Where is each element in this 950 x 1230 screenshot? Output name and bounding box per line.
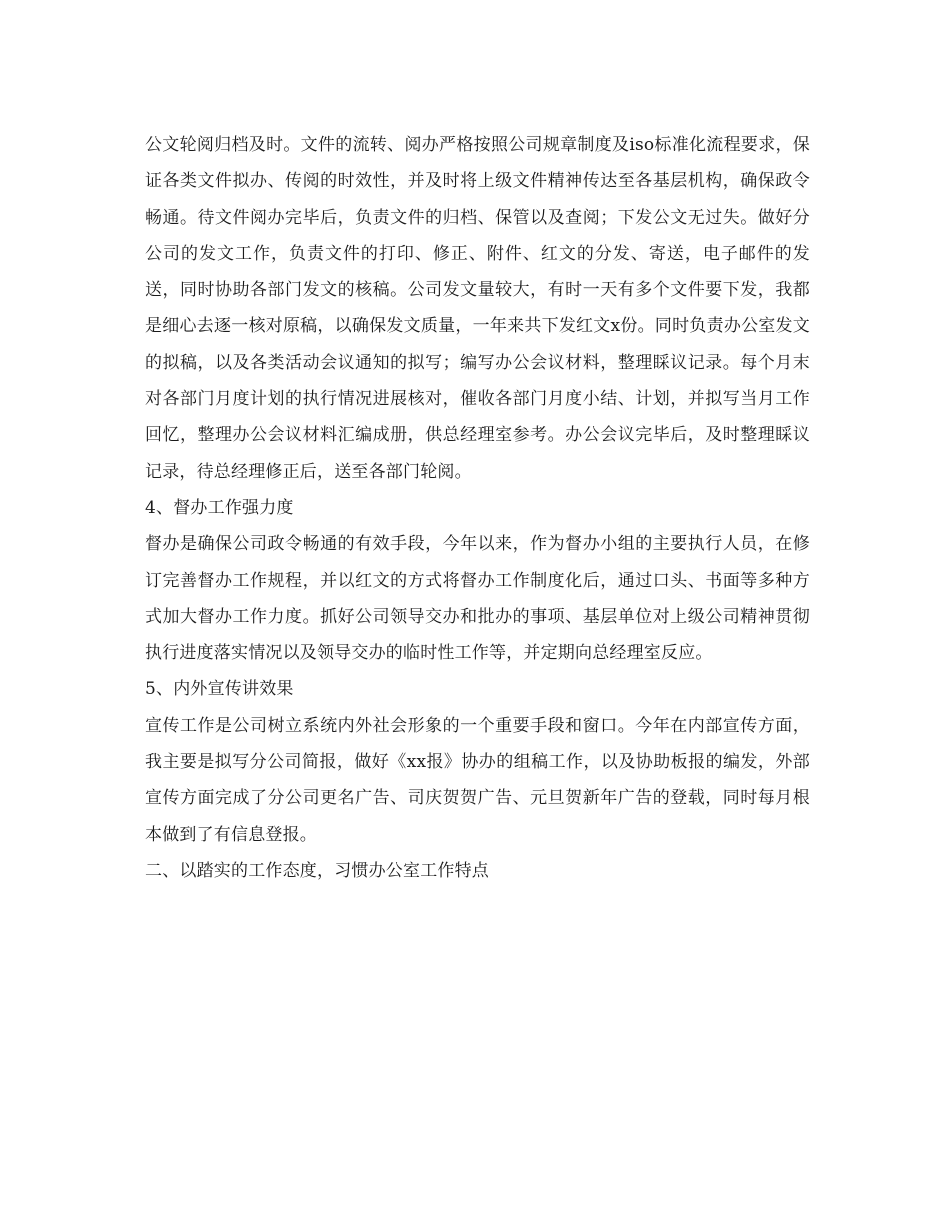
paragraph-publicity: 宣传工作是公司树立系统内外社会形象的一个重要手段和窗口。今年在内部宣传方面，我主要是拟写分公司简报，做好《xx报》协办的组稿工作，以及协助板报的编发，外部宣传方面完成了分公司更名广告、司庆贺贺广告、元旦贺新年广告的登载，同时每月根本做到了有信息登报。 bbox=[145, 715, 810, 845]
paragraph-supervision: 督办是确保公司政令畅通的有效手段，今年以来，作为督办小组的主要执行人员，在修订完善督办工作规程，并以红文的方式将督办工作制度化后，通过口头、书面等多种方式加大督办工作力度。抓好公司领导交办和批办的事项、基层单位对上级公司精神贯彻执行进度落实情况以及领导交办的临时性工作等，并定期向总经理室反应。 bbox=[145, 534, 810, 664]
document-body bbox=[145, 127, 810, 889]
heading-publicity: 5、内外宣传讲效果 bbox=[145, 679, 294, 700]
heading-supervision: 4、督办工作强力度 bbox=[145, 497, 294, 518]
paragraph-archiving: 公文轮阅归档及时。文件的流转、阅办严格按照公司规章制度及iso标准化流程要求，保证各类文件拟办、传阅的时效性，并及时将上级文件精神传达至各基层机构，确保政令畅通。待文件阅办完毕后，负责文件的归档、保管以及查阅；下发公文无过失。做好分公司的发文工作，负责文件的打印、修正、附件、红文的分发、寄送，电子邮件的发送，同时协助各部门发文的核稿。公司发文量较大，有时一天有多个文件要下发，我都是细心去逐一核对原稿，以确保发文质量，一年来共下发红文x份。同时负责办公室发文的拟稿，以及各类活动会议通知的拟写；编写办公会议材料，整理睬议记录。每个月末对各部门月度计划的执行情况进展核对，催收各部门月度小结、计划，并拟写当月工作回忆，整理办公会议材料汇编成册，供总经理室参考。办公会议完毕后，及时整理睬议记录，待总经理修正后，送至各部门轮阅。 bbox=[145, 135, 810, 482]
heading-section-two: 二、以踏实的工作态度，习惯办公室工作特点 bbox=[145, 860, 489, 881]
